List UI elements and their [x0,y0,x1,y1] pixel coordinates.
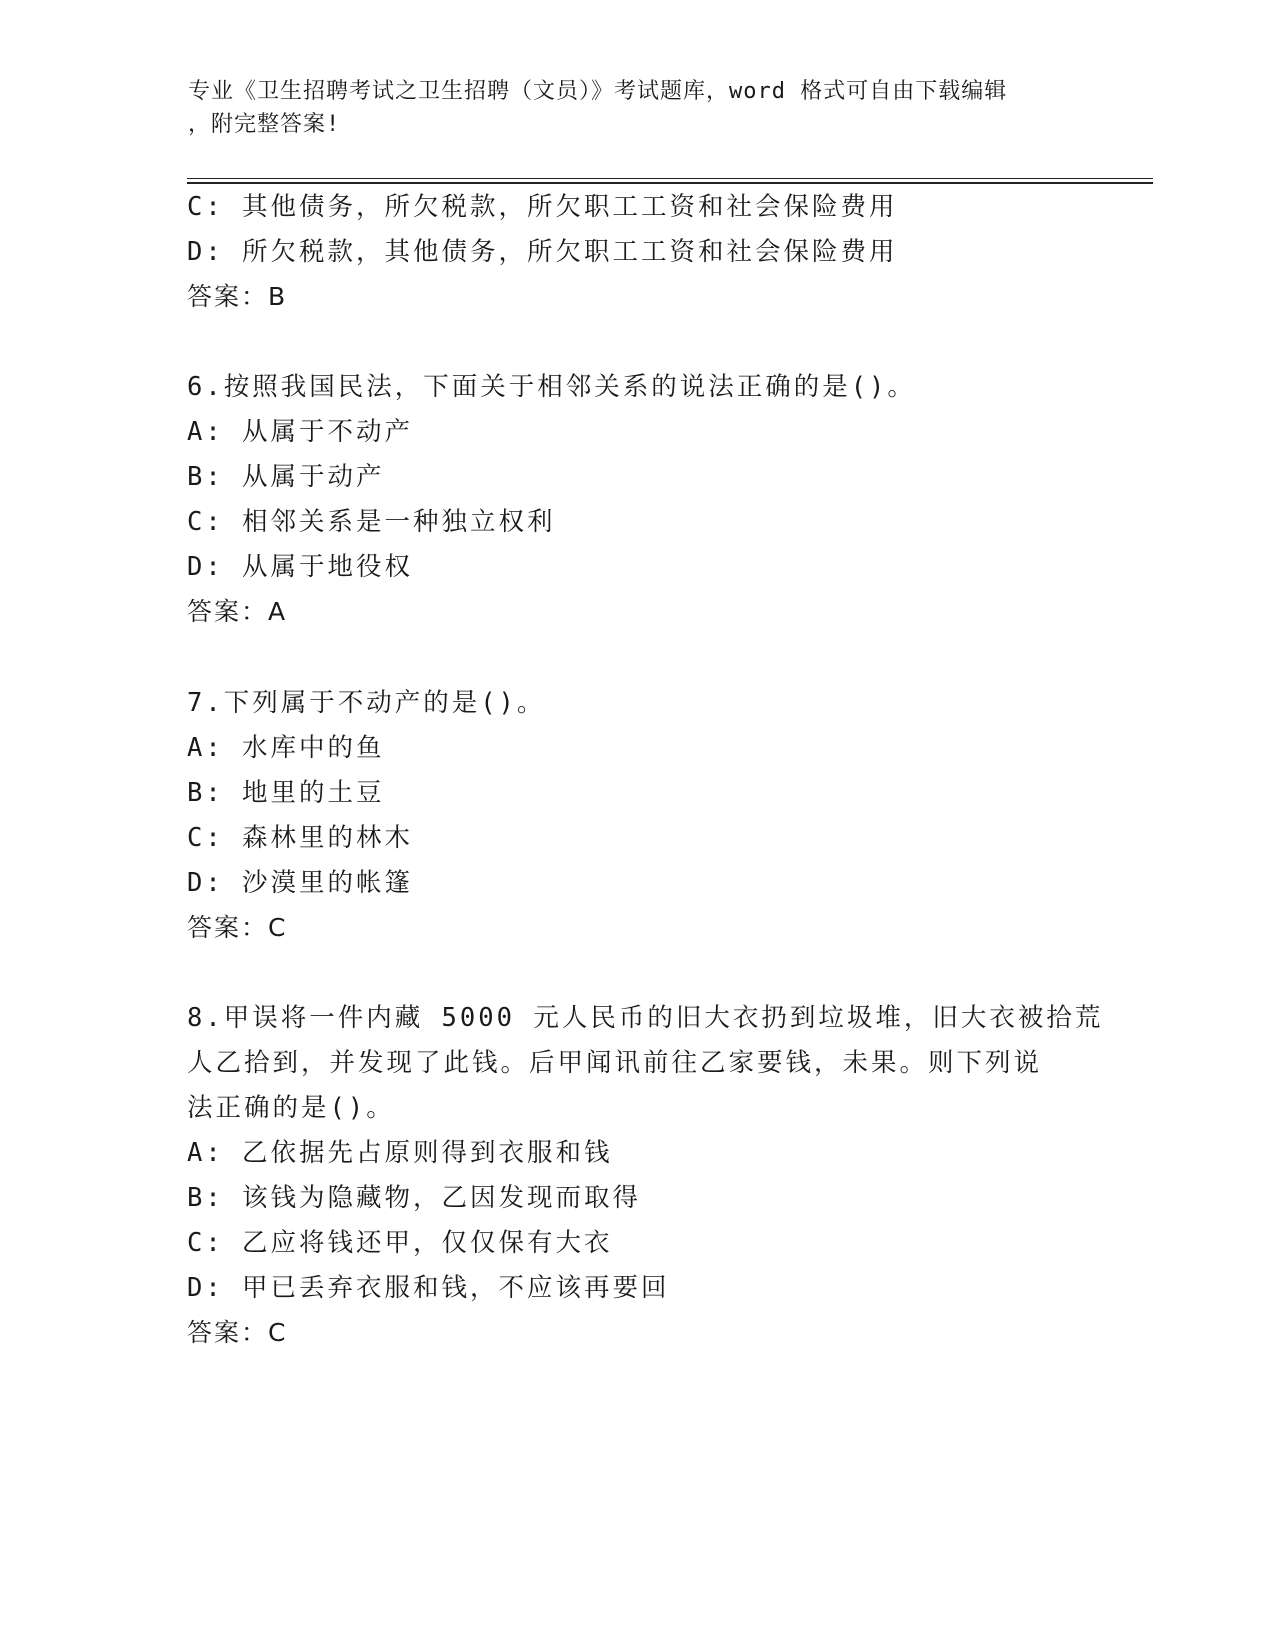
document-header [188,75,1088,141]
question-stem: 人乙拾到，并发现了此钱。后甲闻讯前往乙家要钱，未果。则下列说 [187,1048,1043,1078]
option-a: A: 水库中的鱼 [187,733,385,763]
option-c: C: 乙应将钱还甲，仅仅保有大衣 [187,1228,613,1258]
option-b: B: 从属于动产 [187,462,385,492]
header-line-1: 专业《卫生招聘考试之卫生招聘（文员）》考试题库，word 格式可自由下载编辑 [188,79,1008,104]
option-a: A: 从属于不动产 [187,417,414,447]
header-line-2: ，附完整答案! [188,112,341,137]
option-c: C: 森林里的林木 [187,823,414,853]
header-divider-thin [187,178,1153,179]
option-d: D: 从属于地役权 [187,552,414,582]
option-d: D: 甲已丢弃衣服和钱，不应该再要回 [187,1273,670,1303]
question-stem: 7.下列属于不动产的是()。 [187,688,546,718]
option-d: D: 所欠税款，其他债务，所欠职工工资和社会保险费用 [187,237,898,267]
answer-line: 答案：B [187,282,288,311]
option-a: A: 乙依据先占原则得到衣服和钱 [187,1138,613,1168]
question-stem: 8.甲误将一件内藏 5000 元人民币的旧大衣扔到垃圾堆，旧大衣被拾荒 [187,1003,1104,1033]
answer-line: 答案：C [187,1318,288,1347]
question-stem: 法正确的是()。 [187,1093,395,1123]
answer-line: 答案：A [187,597,288,626]
option-b: B: 该钱为隐藏物，乙因发现而取得 [187,1183,642,1213]
option-b: B: 地里的土豆 [187,778,385,808]
option-c: C: 相邻关系是一种独立权利 [187,507,556,537]
answer-line: 答案：C [187,913,288,942]
option-d: D: 沙漠里的帐篷 [187,868,414,898]
question-stem: 6.按照我国民法，下面关于相邻关系的说法正确的是()。 [187,372,916,402]
option-c: C: 其他债务，所欠税款，所欠职工工资和社会保险费用 [187,192,898,222]
